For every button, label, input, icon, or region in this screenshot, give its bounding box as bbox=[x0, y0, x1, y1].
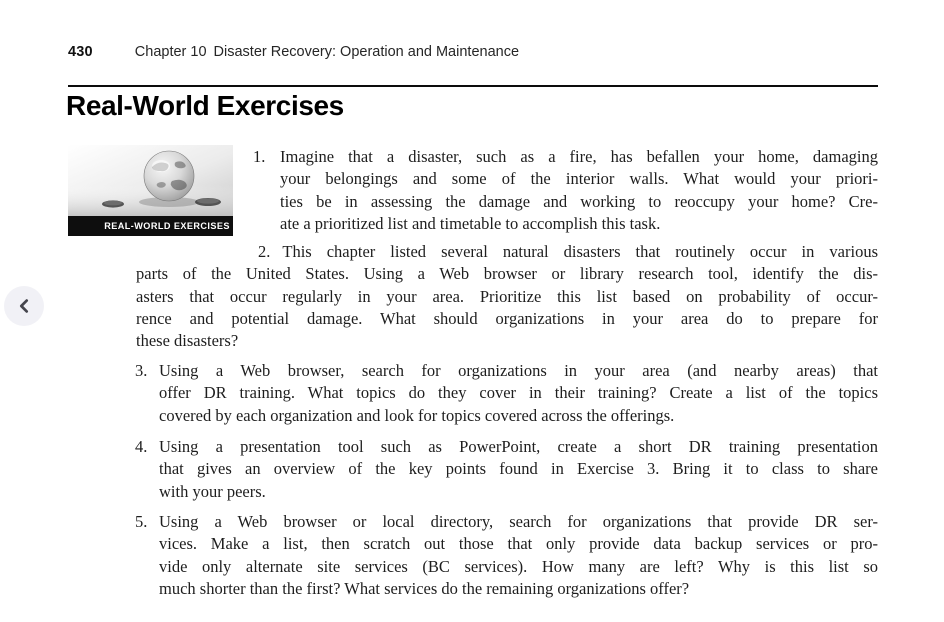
exercise-line: rence and potential damage. What should organizations in your area do to prepare for bbox=[136, 308, 878, 328]
figure-caption-band bbox=[68, 216, 233, 236]
exercise-number: 3. bbox=[135, 361, 148, 380]
globe-photo-icon bbox=[68, 145, 233, 216]
exercise-line: much shorter than the first? What services do the remaining organizations offer? bbox=[159, 578, 690, 598]
exercise-text bbox=[159, 511, 878, 600]
exercise-number: 5. bbox=[135, 512, 148, 531]
exercise-line: offer DR training. What topics do they cover in their training? Create a list of the topics bbox=[159, 383, 878, 403]
section-title: Real-World Exercises bbox=[66, 90, 344, 121]
page-number: 430 bbox=[68, 44, 93, 60]
real-world-exercises-figure bbox=[68, 145, 233, 236]
exercise-line: Using a presentation tool such as PowerPoint, create a short DR training presentation bbox=[159, 437, 878, 456]
exercise-line: Imagine that a disaster, such as a fire, has befallen your home, damaging bbox=[280, 147, 878, 166]
exercise-item-1 bbox=[253, 146, 878, 235]
chevron-left-icon bbox=[15, 297, 33, 315]
exercise-line: vide only alternate site services (BC services). How many are left? Why is this list so bbox=[159, 556, 878, 576]
exercise-line: covered by each organization and look for topics covered across the offerings. bbox=[159, 405, 675, 425]
exercise-item-5 bbox=[135, 511, 878, 600]
exercise-line: that gives an overview of the key points found in Exercise 3. Bring it to class to share bbox=[159, 459, 878, 479]
exercise-line: Using a Web browser or local directory, search for organizations that provide DR ser- bbox=[159, 512, 878, 531]
exercise-item-4 bbox=[135, 436, 878, 503]
exercise-line: ties be in assessing the damage and working to reoccupy your home? Cre- bbox=[280, 191, 878, 211]
exercise-line: your belongings and some of the interior walls. What would your priori- bbox=[280, 169, 878, 189]
exercise-line-text: This chapter listed several natural disasters that routinely occur in various bbox=[282, 242, 878, 261]
exercise-line: vices. Make a list, then scratch out those that only provide data backup services or pro- bbox=[159, 534, 878, 554]
exercise-line: with your peers. bbox=[159, 481, 266, 501]
exercise-text bbox=[159, 360, 878, 427]
exercise-line: Using a Web browser, search for organizations in your area (and nearby areas) that bbox=[159, 361, 878, 380]
exercise-number: 1. bbox=[253, 147, 266, 166]
exercise-number: 4. bbox=[135, 437, 148, 456]
exercise-line: asters that occur regularly in your area. Prioritize this list based on probability of occur- bbox=[136, 286, 878, 306]
header-rule bbox=[68, 85, 878, 87]
running-head bbox=[68, 44, 519, 60]
exercise-text bbox=[159, 436, 878, 503]
exercise-text bbox=[280, 146, 878, 235]
chapter-label: Chapter 10 bbox=[134, 44, 207, 60]
exercise-line: ate a prioritized list and timetable to accomplish this task. bbox=[280, 213, 661, 233]
chapter-title: Disaster Recovery: Operation and Maintenance bbox=[213, 44, 520, 60]
previous-page-button[interactable] bbox=[4, 286, 44, 326]
exercise-item-2 bbox=[136, 241, 878, 352]
exercise-item-3 bbox=[135, 360, 878, 427]
exercise-line: parts of the United States. Using a Web browser or library research tool, identify the dis- bbox=[136, 264, 878, 284]
exercise-number: 2. bbox=[258, 242, 271, 261]
exercise-line bbox=[136, 241, 878, 263]
figure-caption: REAL-WORLD EXERCISES bbox=[104, 220, 230, 232]
exercise-line: these disasters? bbox=[136, 331, 239, 351]
